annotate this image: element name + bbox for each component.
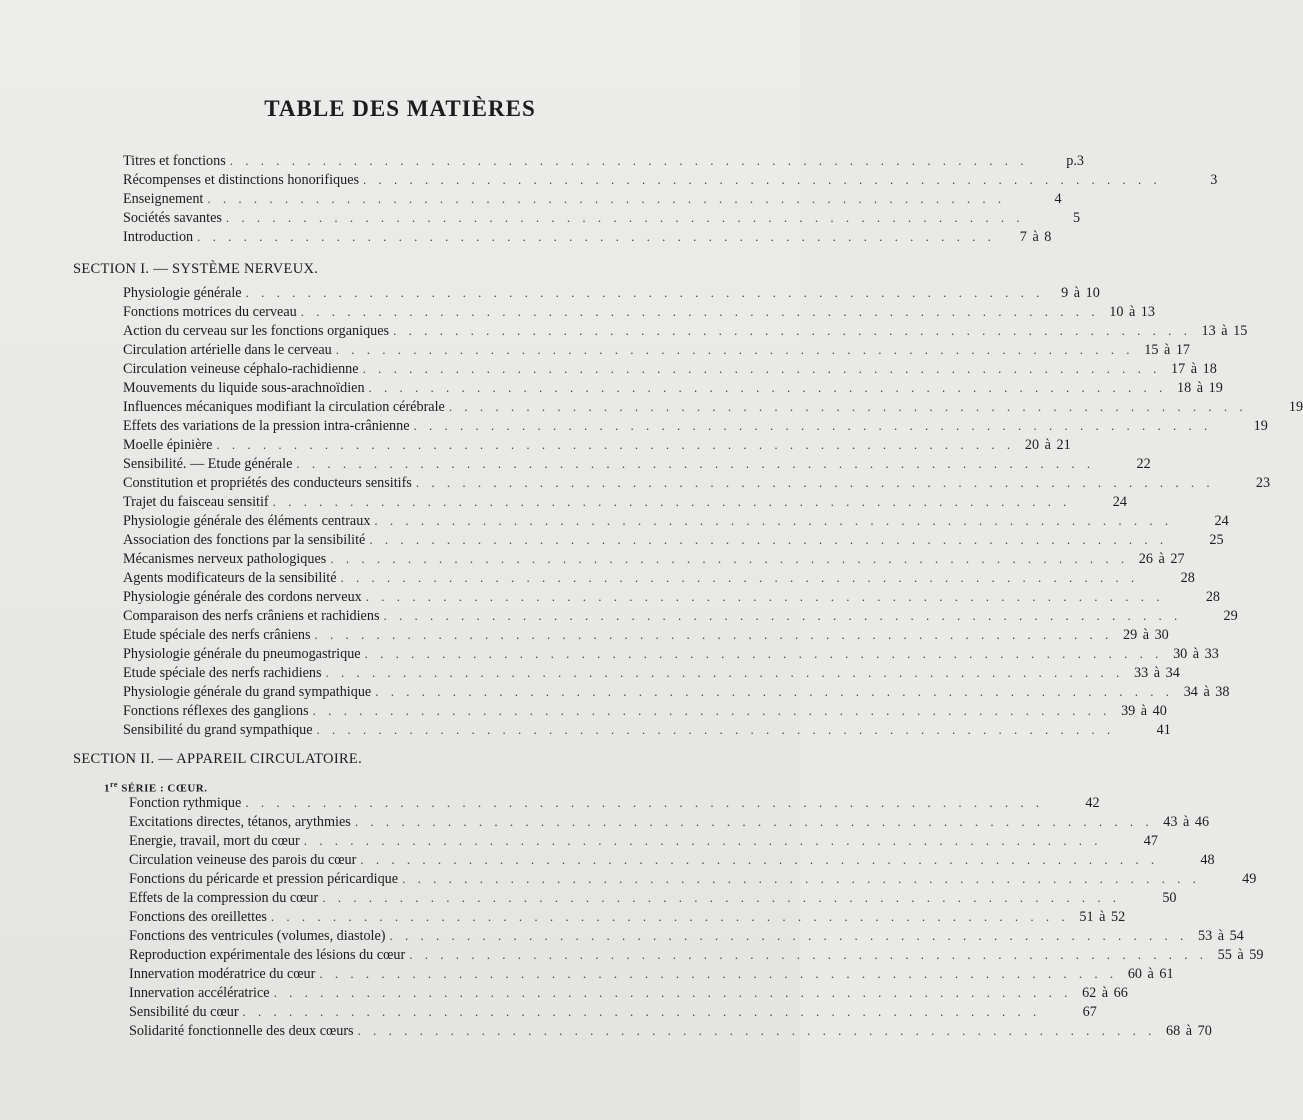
toc-entry — [129, 870, 1257, 888]
toc-entry-label: Circulation artérielle dans le cerveau — [123, 342, 332, 358]
leader-dots: . . . . . . . . . . . . . . . . . . . . . . . . . . . . . . . . . . . . . . . . . . . . . . . . . . . . — [354, 814, 1154, 829]
toc-entry-label: Etude spéciale des nerfs crâniens — [123, 627, 311, 643]
leader-dots: . . . . . . . . . . . . . . . . . . . . . . . . . . . . . . . . . . . . . . . . . . . . . . . . . . . . — [245, 285, 1044, 300]
toc-entry-label: Sensibilité du cœur — [129, 1004, 239, 1020]
leader-dots: . . . . . . . . . . . . . . . . . . . . . . . . . . . . . . . . . . . . . . . . . . . . . . . . . . . . — [319, 966, 1118, 981]
toc-entry-label: Circulation veineuse des parois du cœur — [129, 852, 357, 868]
toc-entry-label: Sensibilité du grand sympathique — [123, 722, 313, 738]
leader-dots: . . . . . . . . . . . . . . . . . . . . . . . . . . . . . . . . . . . . . . . . . . . . . . . . . . . . — [413, 418, 1212, 433]
toc-entry-page: 19 — [1288, 399, 1303, 415]
leader-dots: . . . . . . . . . . . . . . . . . . . . . . . . . . . . . . . . . . . . . . . . . . . . . . . . . . . . — [207, 191, 1006, 206]
leader-dots: . . . . . . . . . . . . . . . . . . . . . . . . . . . . . . . . . . . . . . . . . . . . . . . . . . . . — [365, 589, 1165, 604]
toc-entry-label: Effets de la compression du cœur — [129, 890, 319, 906]
toc-entry — [123, 341, 1191, 359]
toc-entry-label: Agents modificateurs de la sensibilité — [123, 570, 337, 586]
toc-entry-page: 13 à 15 — [1201, 323, 1248, 339]
toc-entry-label: Innervation accélératrice — [129, 985, 270, 1001]
section-heading: SECTION I. — SYSTÈME NERVEUX. — [73, 261, 319, 277]
toc-entry-page: 15 à 17 — [1144, 342, 1191, 358]
toc-entry-label: Physiologie générale du grand sympathique — [123, 684, 372, 700]
toc-entry-page: 7 à 8 — [1019, 229, 1052, 245]
toc-entry — [123, 379, 1223, 397]
leader-dots: . . . . . . . . . . . . . . . . . . . . . . . . . . . . . . . . . . . . . . . . . . . . . . . . . . . . — [316, 722, 1115, 737]
leader-dots: . . . . . . . . . . . . . . . . . . . . . . . . . . . . . . . . . . . . . . . . . . . . . . . . . . . . — [330, 551, 1129, 566]
toc-entry — [123, 702, 1167, 720]
leader-dots: . . . . . . . . . . . . . . . . . . . . . . . . . . . . . . . . . . . . . . . . . . . . . . . . . . . . — [335, 342, 1135, 357]
toc-entry — [123, 588, 1221, 606]
leader-dots: . . . . . . . . . . . . . . . . . . . . . . . . . . . . . . . . . . . . . . . . . . . . . . . . . . . . — [270, 909, 1070, 924]
toc-entry-label: Mécanismes nerveux pathologiques — [123, 551, 327, 567]
toc-entry — [123, 721, 1171, 739]
toc-entry-page: 55 à 59 — [1217, 947, 1264, 963]
leader-dots: . . . . . . . . . . . . . . . . . . . . . . . . . . . . . . . . . . . . . . . . . . . . . . . . . . . . — [303, 833, 1102, 848]
toc-entry-page: 4 — [1054, 191, 1062, 207]
leader-dots: . . . . . . . . . . . . . . . . . . . . . . . . . . . . . . . . . . . . . . . . . . . . . . . . . . . . — [389, 928, 1188, 943]
toc-entry-page: 9 à 10 — [1061, 285, 1100, 301]
leader-dots: . . . . . . . . . . . . . . . . . . . . . . . . . . . . . . . . . . . . . . . . . . . . . . . . . . . . — [374, 513, 1173, 528]
toc-entry — [123, 190, 1062, 208]
toc-entry-page: 34 à 38 — [1183, 684, 1230, 700]
toc-entry-label: Action du cerveau sur les fonctions organiques — [123, 323, 390, 339]
toc-entry — [129, 832, 1158, 850]
toc-entry-page: 24 — [1112, 494, 1127, 510]
series-heading — [104, 776, 207, 794]
toc-entry — [129, 851, 1215, 869]
toc-entry-page: 10 à 13 — [1109, 304, 1155, 320]
leader-dots: . . . . . . . . . . . . . . . . . . . . . . . . . . . . . . . . . . . . . . . . . . . . . . . . . . . . — [225, 210, 1025, 225]
toc-entry-label: Energie, travail, mort du cœur — [129, 833, 300, 849]
toc-entry-label: Comparaison des nerfs crâniens et rachidiens — [123, 608, 380, 624]
toc-entry — [123, 398, 1303, 416]
leader-dots: . . . . . . . . . . . . . . . . . . . . . . . . . . . . . . . . . . . . . . . . . . . . . . . . . . . . — [340, 570, 1139, 585]
toc-entry — [129, 889, 1177, 907]
toc-entry-page: 48 — [1200, 852, 1215, 868]
toc-entry-page: 17 à 18 — [1171, 361, 1217, 377]
toc-entry-label: Innervation modératrice du cœur — [129, 966, 316, 982]
toc-entry — [123, 569, 1195, 587]
toc-entry — [123, 152, 1084, 170]
toc-entry — [123, 626, 1169, 644]
toc-entry-page: 18 à 19 — [1177, 380, 1223, 396]
leader-dots: . . . . . . . . . . . . . . . . . . . . . . . . . . . . . . . . . . . . . . . . . . . . . . . . . . . . — [245, 795, 1044, 810]
toc-entry-page: 23 — [1255, 475, 1271, 491]
toc-entry-label: Reproduction expérimentale des lésions du cœur — [129, 947, 406, 963]
leader-dots: . . . . . . . . . . . . . . . . . . . . . . . . . . . . . . . . . . . . . . . . . . . . . . . . . . . . — [409, 947, 1208, 962]
leader-dots: . . . . . . . . . . . . . . . . . . . . . . . . . . . . . . . . . . . . . . . . . . . . . . . . . . . . — [364, 646, 1163, 661]
leader-dots: . . . . . . . . . . . . . . . . . . . . . . . . . . . . . . . . . . . . . . . . . . . . . . . . . . . . — [402, 871, 1201, 886]
leader-dots: . . . . . . . . . . . . . . . . . . . . . . . . . . . . . . . . . . . . . . . . . . . . . . . . . . . . — [242, 1004, 1041, 1019]
toc-entry-label: Constitution et propriétés des conducteurs sensitifs — [123, 475, 412, 491]
leader-dots: . . . . . . . . . . . . . . . . . . . . . . . . . . . . . . . . . . . . . . . . . . . . . . . . . . . . — [368, 380, 1167, 395]
toc-entry-label: Physiologie générale — [123, 285, 242, 301]
toc-entry-label: Physiologie générale des cordons nerveux — [123, 589, 362, 605]
toc-entry-label: Etude spéciale des nerfs rachidiens — [123, 665, 322, 681]
toc-entry-label: Physiologie générale des éléments centraux — [123, 513, 371, 529]
toc-entry — [129, 927, 1244, 945]
toc-entry — [129, 813, 1210, 831]
leader-dots: . . . . . . . . . . . . . . . . . . . . . . . . . . . . . . . . . . . . . . . . . . . . . . . . . . . . — [393, 323, 1192, 338]
toc-entry-label: Influences mécaniques modifiant la circulation cérébrale — [123, 399, 445, 415]
toc-entry — [123, 209, 1081, 227]
toc-entry-page: 20 à 21 — [1024, 437, 1071, 453]
leader-dots: . . . . . . . . . . . . . . . . . . . . . . . . . . . . . . . . . . . . . . . . . . . . . . . . . . . . — [314, 627, 1113, 642]
leader-dots: . . . . . . . . . . . . . . . . . . . . . . . . . . . . . . . . . . . . . . . . . . . . . . . . . . . . — [375, 684, 1174, 699]
leader-dots: . . . . . . . . . . . . . . . . . . . . . . . . . . . . . . . . . . . . . . . . . . . . . . . . . . . . — [272, 494, 1071, 509]
toc-entry — [129, 794, 1100, 812]
toc-entry-page: 51 à 52 — [1079, 909, 1126, 925]
toc-entry-label: Excitations directes, tétanos, arythmies — [129, 814, 351, 830]
toc-entry-page: 62 à 66 — [1082, 985, 1128, 1001]
toc-entry-label: Fonctions des oreillettes — [129, 909, 267, 925]
toc-entry-page: p.3 — [1066, 153, 1084, 169]
toc-entry — [123, 474, 1271, 492]
leader-dots: . . . . . . . . . . . . . . . . . . . . . . . . . . . . . . . . . . . . . . . . . . . . . . . . . . . . — [322, 890, 1121, 905]
leader-dots: . . . . . . . . . . . . . . . . . . . . . . . . . . . . . . . . . . . . . . . . . . . . . . . . . . . . — [229, 153, 1028, 168]
toc-entry — [129, 965, 1174, 983]
toc-entry — [123, 171, 1218, 189]
toc-entry-page: 53 à 54 — [1197, 928, 1244, 944]
toc-entry — [123, 455, 1151, 473]
toc-entry — [123, 664, 1180, 682]
toc-entry-page: 29 — [1223, 608, 1238, 624]
toc-entry-page: 41 — [1156, 722, 1171, 738]
toc-entry-label: Trajet du faisceau sensitif — [123, 494, 269, 510]
toc-entry — [123, 683, 1230, 701]
toc-entry — [129, 908, 1126, 926]
toc-entry-page: 28 — [1180, 570, 1195, 586]
toc-entry — [123, 512, 1229, 530]
toc-entry-page: 39 à 40 — [1121, 703, 1167, 719]
toc-entry-page: 49 — [1242, 871, 1257, 887]
toc-entry — [123, 228, 1052, 246]
leader-dots: . . . . . . . . . . . . . . . . . . . . . . . . . . . . . . . . . . . . . . . . . . . . . . . . . . . . — [369, 532, 1168, 547]
leader-dots: . . . . . . . . . . . . . . . . . . . . . . . . . . . . . . . . . . . . . . . . . . . . . . . . . . . . — [362, 361, 1161, 376]
toc-entry-page: 24 — [1214, 513, 1229, 529]
toc-entry — [129, 946, 1264, 964]
toc-entry-page: 60 à 61 — [1127, 966, 1174, 982]
leader-dots: . . . . . . . . . . . . . . . . . . . . . . . . . . . . . . . . . . . . . . . . . . . . . . . . . . . . — [197, 229, 996, 244]
toc-entry-page: 5 — [1073, 210, 1081, 226]
leader-dots: . . . . . . . . . . . . . . . . . . . . . . . . . . . . . . . . . . . . . . . . . . . . . . . . . . . . — [300, 304, 1099, 319]
leader-dots: . . . . . . . . . . . . . . . . . . . . . . . . . . . . . . . . . . . . . . . . . . . . . . . . . . . . — [312, 703, 1111, 718]
toc-entry — [123, 417, 1268, 435]
leader-dots: . . . . . . . . . . . . . . . . . . . . . . . . . . . . . . . . . . . . . . . . . . . . . . . . . . . . — [296, 456, 1095, 471]
toc-entry — [123, 284, 1100, 302]
toc-entry-page: 26 à 27 — [1138, 551, 1185, 567]
section-heading: SECTION II. — APPAREIL CIRCULATOIRE. — [73, 751, 363, 767]
toc-entry — [123, 607, 1238, 625]
toc-entry-page: 43 à 46 — [1163, 814, 1210, 830]
leader-dots: . . . . . . . . . . . . . . . . . . . . . . . . . . . . . . . . . . . . . . . . . . . . . . . . . . . . — [415, 475, 1215, 490]
toc-entry — [123, 303, 1155, 321]
toc-entry — [123, 493, 1127, 511]
toc-entry-page: 3 — [1210, 172, 1218, 188]
toc-entry — [129, 984, 1128, 1002]
toc-entry-label: Enseignement — [123, 191, 204, 207]
toc-entry — [129, 1022, 1212, 1040]
toc-entry — [123, 436, 1071, 454]
toc-entry — [123, 360, 1217, 378]
toc-entry-label: Association des fonctions par la sensibilité — [123, 532, 366, 548]
toc-entry-label: Fonctions des ventricules (volumes, diastole) — [129, 928, 386, 944]
toc-entry-page: 47 — [1143, 833, 1158, 849]
toc-entry-label: Moelle épinière — [123, 437, 213, 453]
toc-entry-page: 30 à 33 — [1173, 646, 1219, 662]
toc-entry-label: Effets des variations de la pression intra-crânienne — [123, 418, 410, 434]
leader-dots: . . . . . . . . . . . . . . . . . . . . . . . . . . . . . . . . . . . . . . . . . . . . . . . . . . . . — [216, 437, 1015, 452]
series-number: 1 — [104, 782, 110, 795]
toc-entry — [123, 550, 1185, 568]
series-superscript: re — [110, 780, 118, 789]
toc-entry — [129, 1003, 1097, 1021]
toc-entry-page: 50 — [1162, 890, 1177, 906]
toc-entry-label: Introduction — [123, 229, 194, 245]
series-label: SÉRIE : CŒUR. — [117, 782, 208, 795]
toc-entry-label: Titres et fonctions — [123, 153, 226, 169]
leader-dots: . . . . . . . . . . . . . . . . . . . . . . . . . . . . . . . . . . . . . . . . . . . . . . . . . . . . — [273, 985, 1072, 1000]
toc-entry-page: 28 — [1205, 589, 1221, 605]
toc-entry-label: Physiologie générale du pneumogastrique — [123, 646, 361, 662]
toc-entry-page: 25 — [1209, 532, 1224, 548]
toc-entry-page: 33 à 34 — [1134, 665, 1180, 681]
page-title: TABLE DES MATIÈRES — [264, 96, 536, 121]
toc-entry-label: Mouvements du liquide sous-arachnoïdien — [123, 380, 365, 396]
toc-entry-page: 29 à 30 — [1122, 627, 1169, 643]
toc-entry-label: Fonctions motrices du cerveau — [123, 304, 297, 320]
toc-entry-label: Circulation veineuse céphalo-rachidienne — [123, 361, 359, 377]
toc-entry-label: Fonctions réflexes des ganglions — [123, 703, 309, 719]
leader-dots: . . . . . . . . . . . . . . . . . . . . . . . . . . . . . . . . . . . . . . . . . . . . . . . . . . . . — [363, 172, 1162, 187]
leader-dots: . . . . . . . . . . . . . . . . . . . . . . . . . . . . . . . . . . . . . . . . . . . . . . . . . . . . — [360, 852, 1159, 867]
leader-dots: . . . . . . . . . . . . . . . . . . . . . . . . . . . . . . . . . . . . . . . . . . . . . . . . . . . . — [325, 665, 1124, 680]
toc-entry-label: Fonction rythmique — [129, 795, 242, 811]
leader-dots: . . . . . . . . . . . . . . . . . . . . . . . . . . . . . . . . . . . . . . . . . . . . . . . . . . . . — [383, 608, 1182, 623]
toc-entry-label: Sensibilité. — Etude générale — [123, 456, 293, 472]
toc-entry-page: 42 — [1085, 795, 1100, 811]
leader-dots: . . . . . . . . . . . . . . . . . . . . . . . . . . . . . . . . . . . . . . . . . . . . . . . . . . . . — [357, 1023, 1156, 1038]
toc-entry-page: 22 — [1136, 456, 1151, 472]
toc-entry-page: 19 — [1253, 418, 1268, 434]
toc-entry — [123, 322, 1248, 340]
toc-entry-page: 68 à 70 — [1166, 1023, 1212, 1039]
toc-entry — [123, 531, 1224, 549]
toc-entry — [123, 645, 1219, 663]
toc-entry-label: Récompenses et distinctions honorifiques — [123, 172, 360, 188]
toc-entry-label: Solidarité fonctionnelle des deux cœurs — [129, 1023, 354, 1039]
toc-entry-page: 67 — [1082, 1004, 1097, 1020]
toc-entry-label: Sociétés savantes — [123, 210, 222, 226]
toc-entry-label: Fonctions du péricarde et pression péricardique — [129, 871, 399, 887]
leader-dots: . . . . . . . . . . . . . . . . . . . . . . . . . . . . . . . . . . . . . . . . . . . . . . . . . . . . — [448, 399, 1248, 414]
